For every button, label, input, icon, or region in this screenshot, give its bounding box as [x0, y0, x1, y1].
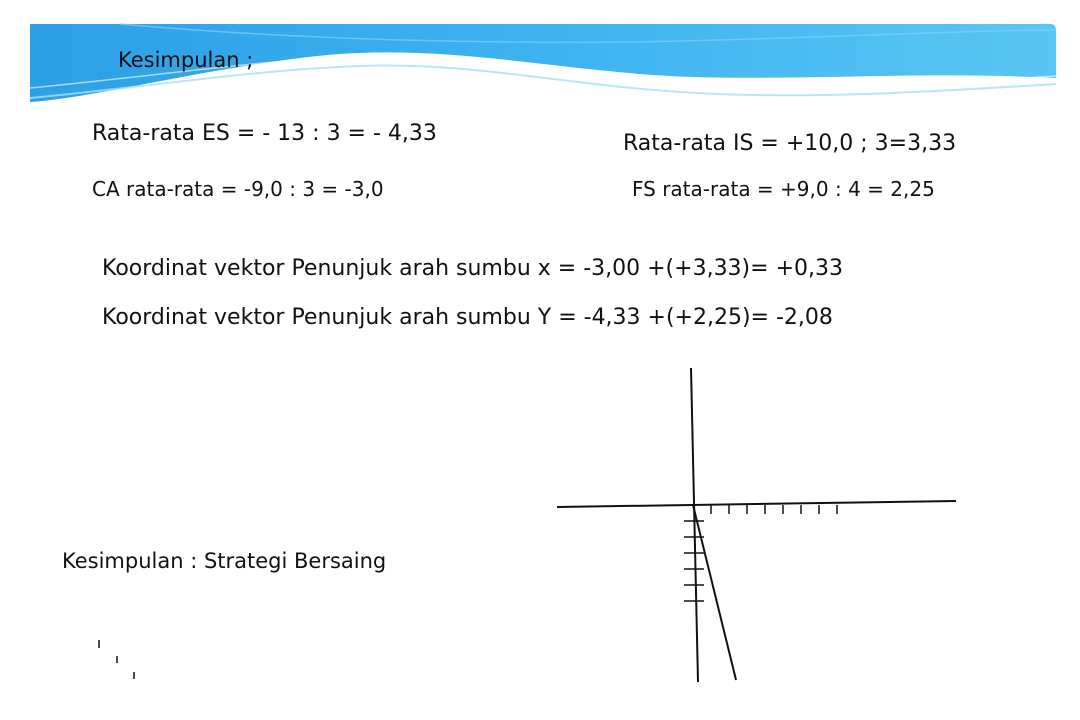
coordinate-x-text: Koordinat vektor Penunjuk arah sumbu x = -3,00 +(+3,33)= +0,33 — [102, 256, 843, 281]
x-axis-ticks — [711, 505, 837, 514]
x-axis — [557, 501, 956, 507]
fs-average-text: FS rata-rata = +9,0 : 4 = 2,25 — [632, 177, 935, 201]
slide-title: Kesimpulan ; — [118, 48, 254, 72]
y-axis — [691, 368, 698, 682]
conclusion-text: Kesimpulan : Strategi Bersaing — [62, 549, 387, 573]
y-axis-ticks — [684, 521, 704, 601]
direction-vector-line — [693, 505, 736, 680]
es-average-text: Rata-rata ES = - 13 : 3 = - 4,33 — [92, 121, 437, 146]
ca-average-text: CA rata-rata = -9,0 : 3 = -3,0 — [92, 177, 384, 201]
is-average-text: Rata-rata IS = +10,0 ; 3=3,33 — [623, 131, 957, 156]
coordinate-y-text: Koordinat vektor Penunjuk arah sumbu Y = -4,33 +(+2,25)= -2,08 — [102, 305, 833, 330]
